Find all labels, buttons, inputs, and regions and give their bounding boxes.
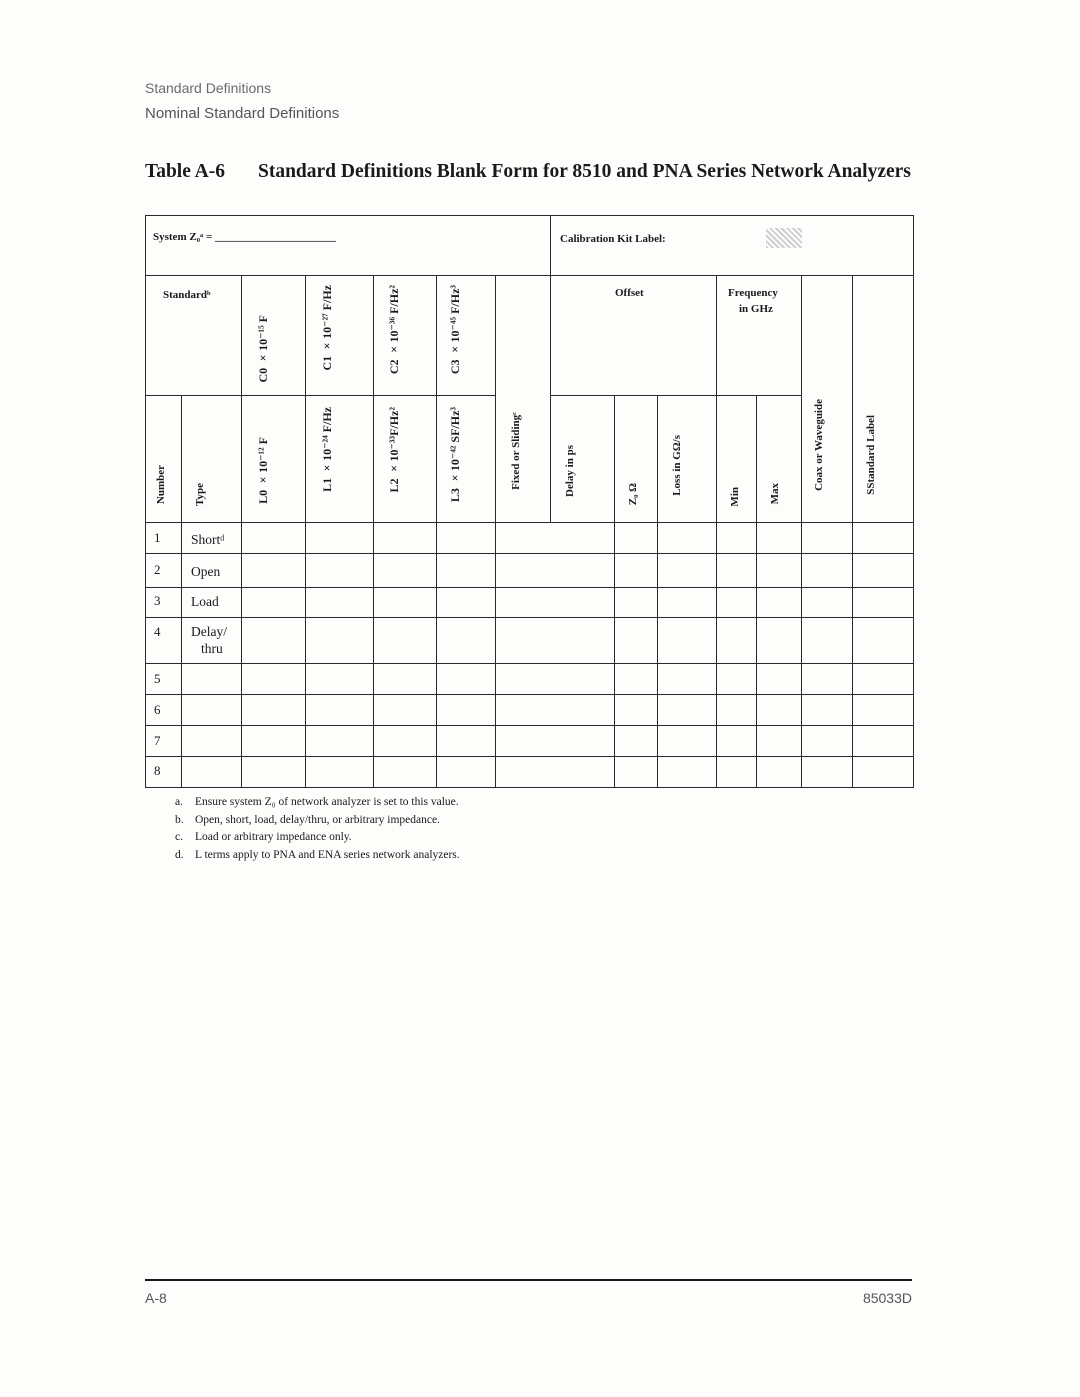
row-type-line2: thru bbox=[201, 641, 223, 656]
col-line-c1 bbox=[373, 275, 374, 788]
header-bottom-line bbox=[145, 522, 914, 523]
col-line-delay bbox=[614, 395, 615, 788]
row-type: Load bbox=[191, 594, 219, 609]
row-number: 1 bbox=[154, 530, 161, 545]
col-line-max bbox=[801, 275, 802, 788]
row-type bbox=[191, 623, 227, 657]
header-loss: Loss in GΩ/s bbox=[671, 435, 683, 496]
offset-label: Offset bbox=[615, 287, 644, 299]
header-c1: C1 ×10⁻²⁷ F/Hz bbox=[320, 285, 334, 371]
col-line-c3 bbox=[495, 275, 496, 788]
header-min: Min bbox=[729, 487, 741, 507]
row-line-4 bbox=[145, 663, 914, 664]
row-line-3 bbox=[145, 617, 914, 618]
row-number: 2 bbox=[154, 562, 161, 577]
footnote: c. Load or arbitrary impedance only. bbox=[175, 831, 352, 843]
standard-definitions-form bbox=[145, 215, 914, 788]
row-number: 3 bbox=[154, 593, 161, 608]
col-line-type bbox=[241, 275, 242, 788]
footnote: b. Open, short, load, delay/thru, or arbitrary impedance. bbox=[175, 813, 440, 826]
running-header-subsection: Nominal Standard Definitions bbox=[145, 105, 340, 122]
frequency-label-2: in GHz bbox=[739, 303, 773, 315]
row-type-line1: Delay/ bbox=[191, 624, 227, 639]
table-title-text: Standard Definitions Blank Form for 8510 and PNA Series Network Analyzers bbox=[258, 161, 911, 182]
row-number: 5 bbox=[154, 671, 161, 686]
form-border-left bbox=[145, 215, 146, 788]
col-line-z0 bbox=[657, 395, 658, 788]
cal-kit-label: Calibration Kit Label: bbox=[560, 233, 666, 245]
header-type: Type bbox=[194, 483, 206, 507]
row-line-5 bbox=[145, 694, 914, 695]
form-border-right bbox=[913, 215, 914, 788]
header-l2: L2 ×10⁻³³F/Hz² bbox=[387, 407, 401, 493]
header-c0: C0 ×10⁻¹⁵ F bbox=[256, 315, 270, 383]
row-line-1 bbox=[145, 553, 914, 554]
row-type: Open bbox=[191, 564, 221, 579]
running-header-section: Standard Definitions bbox=[145, 80, 272, 96]
row-line-2 bbox=[145, 587, 914, 588]
row-type: Shortᵈ bbox=[191, 532, 225, 547]
row-number: 7 bbox=[154, 733, 161, 748]
offset-freq-separator bbox=[550, 395, 801, 396]
system-z0-label: System Z₀ᵃ = ______________________ bbox=[153, 231, 336, 243]
header-coax-waveguide: Coax or Waveguide bbox=[813, 399, 825, 491]
header-fixed-sliding: Fixed or Slidingᶜ bbox=[510, 412, 522, 490]
row-number: 6 bbox=[154, 702, 161, 717]
header-c2: C2 ×10⁻³⁶ F/Hz² bbox=[387, 285, 401, 375]
footnotes bbox=[175, 794, 460, 864]
header-number: Number bbox=[155, 465, 167, 505]
row-line-7 bbox=[145, 756, 914, 757]
col-line-coax bbox=[852, 275, 853, 788]
frequency-label-1: Frequency bbox=[728, 287, 778, 299]
col-line-c0 bbox=[305, 275, 306, 788]
model-number: 85033D bbox=[862, 1290, 912, 1306]
header-standard-label: SStandard Label bbox=[865, 415, 877, 495]
table-number: Table A-6 bbox=[145, 161, 226, 182]
footer-rule bbox=[145, 1279, 912, 1281]
footnote: d. L terms apply to PNA and ENA series network analyzers. bbox=[175, 848, 460, 861]
header-c3: C3 ×10⁻⁴⁵ F/Hz³ bbox=[448, 285, 462, 375]
header-max: Max bbox=[769, 483, 781, 505]
page-number: A-8 bbox=[145, 1290, 167, 1306]
form-border-bottom bbox=[145, 787, 914, 788]
row-line-6 bbox=[145, 725, 914, 726]
header-delay: Delay in ps bbox=[564, 445, 576, 497]
row-number: 8 bbox=[154, 763, 161, 778]
row-number: 4 bbox=[154, 624, 161, 639]
standard-label: Standardᵇ bbox=[163, 289, 211, 301]
col-line-loss bbox=[716, 275, 717, 788]
header-separator bbox=[145, 275, 914, 276]
header-l0: L0 ×10⁻¹² F bbox=[256, 437, 270, 504]
header-z0: Z₀ Ω bbox=[627, 483, 639, 506]
form-border-top bbox=[145, 215, 914, 216]
top-divider bbox=[550, 215, 551, 522]
header-l1: L1 ×10⁻²⁴ F/Hz bbox=[320, 407, 334, 492]
stamp-mark bbox=[766, 228, 802, 248]
c-l-separator bbox=[145, 395, 495, 396]
footnote: a. Ensure system Z₀ of network analyzer is set to this value. bbox=[175, 796, 459, 808]
col-line-min bbox=[756, 395, 757, 788]
col-line-c2 bbox=[436, 275, 437, 788]
header-l3: L3 ×10⁻⁴² SF/Hz³ bbox=[448, 407, 462, 503]
col-line-number bbox=[181, 395, 182, 788]
